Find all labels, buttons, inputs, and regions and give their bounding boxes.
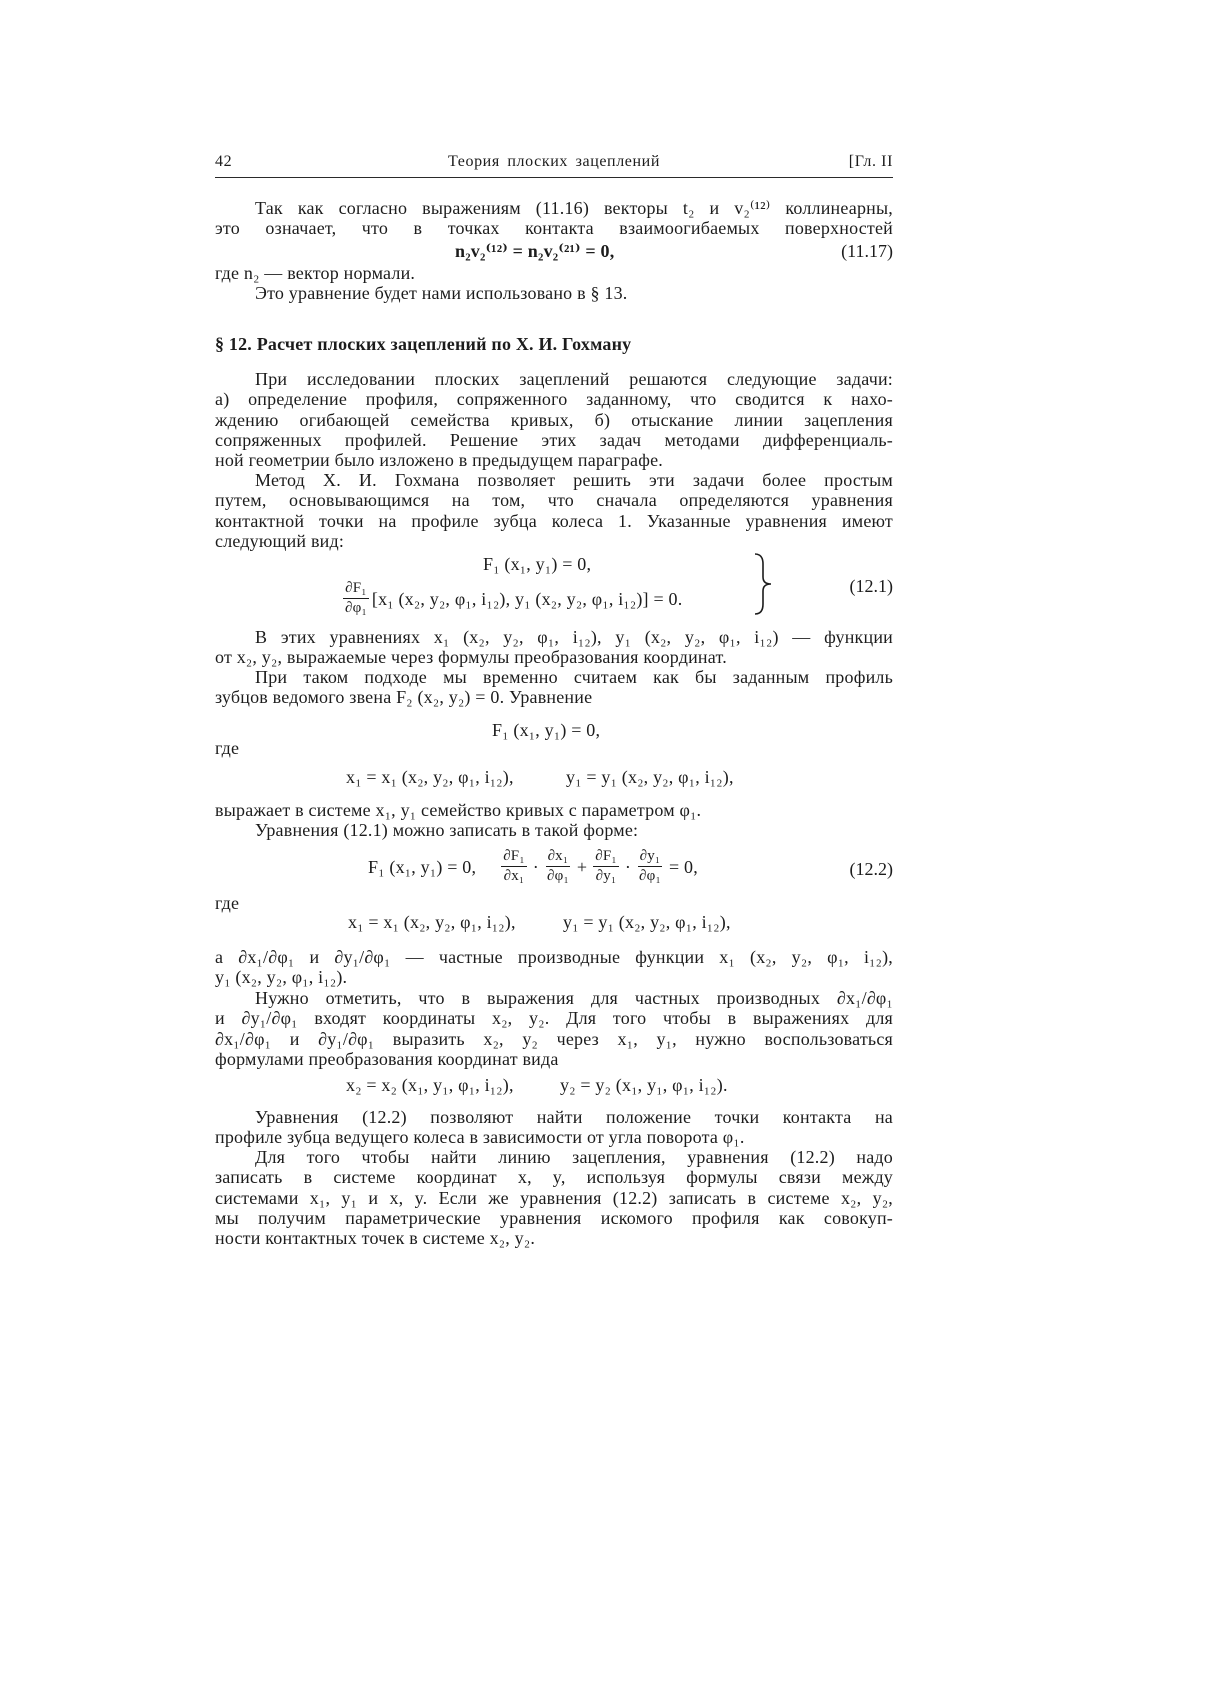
fraction-numerator: ∂F₁	[343, 580, 369, 599]
paragraph-line: где	[215, 738, 240, 758]
paragraph-line: где n₂ — вектор нормали.	[215, 263, 416, 283]
equation-12-2	[368, 848, 701, 885]
paragraph-line: Уравнения (12.2) позволяют найти положение точки контакта на	[255, 1107, 893, 1127]
paragraph-approach	[215, 667, 893, 708]
paragraph-contact	[215, 1107, 893, 1148]
fraction	[545, 848, 571, 885]
operator-dot: ·	[624, 856, 632, 877]
paragraph-line: и ∂y₁/∂φ₁ входят координаты x₂, y₂. Для того чтобы в выражениях для	[215, 1008, 893, 1029]
paragraph-line: контактной точки на профиле зубца колеса 1. Указанные уравнения имеют	[215, 510, 893, 531]
paragraph-tasks	[215, 369, 893, 470]
operator-plus: +	[576, 856, 588, 877]
paragraph-line: мы получим параметрические уравнения искомого профиля как совокуп-	[215, 1207, 893, 1228]
header-rule	[215, 177, 893, 178]
equation-x2-definition: x₂ = x₂ (x₁, y₁, φ₁, i₁₂),	[346, 1075, 514, 1095]
running-header	[215, 151, 893, 173]
paragraph-line: ждению огибающей семейства кривых, б) отыскание линии зацепления	[215, 409, 893, 430]
fraction	[501, 848, 527, 885]
equation-f1: F₁ (x₁, y₁) = 0,	[492, 720, 601, 740]
paragraph-line: Нужно отметить, что в выражения для частных производных ∂x₁/∂φ₁	[255, 988, 893, 1008]
fraction-denominator: ∂φ₁	[546, 868, 569, 884]
fraction-numerator: ∂F₁	[501, 848, 527, 867]
running-title: Теория плоских зацеплений	[448, 153, 660, 170]
paragraph-line: В этих уравнениях x₁ (x₂, y₂, φ₁, i₁₂), y₁ (x₂, y₂, φ₁, i₁₂) — функции	[255, 627, 893, 647]
paragraph-line: где	[215, 893, 240, 913]
equation-12-1-line2	[340, 580, 682, 617]
equation-x1-definition: x₁ = x₁ (x₂, y₂, φ₁, i₁₂),	[346, 767, 514, 787]
equation-y1-definition: y₁ = y₁ (x₂, y₂, φ₁, i₁₂),	[563, 912, 731, 932]
equation-12-1-line1: F₁ (x₁, y₁) = 0,	[483, 554, 592, 574]
equation-11-17: n₂v₂⁽¹²⁾ = n₂v₂⁽²¹⁾ = 0,	[455, 241, 615, 261]
paragraph-line: Для того чтобы найти линию зацепления, уравнения (12.2) надо	[255, 1147, 893, 1167]
where-label	[215, 738, 893, 758]
paragraph-line: При таком подходе мы временно считаем как бы заданным профиль	[255, 667, 893, 687]
paragraph-family	[215, 800, 893, 841]
paragraph-line: Так как согласно выражениям (11.16) векторы t₂ и v₂⁽¹²⁾ коллинеарны,	[255, 198, 893, 218]
page-number: 42	[215, 153, 233, 170]
paragraph-line: зубцов ведомого звена F₂ (x₂, y₂) = 0. Уравнение	[215, 687, 593, 708]
equation-y2-definition: y₂ = y₂ (x₁, y₁, φ₁, i₁₂).	[560, 1075, 728, 1095]
fraction-denominator: ∂φ₁	[345, 600, 367, 616]
equation-number-12-1: (12.1)	[849, 576, 893, 596]
where-label	[215, 893, 893, 913]
paragraph-line: ности контактных точек в системе x₂, y₂.	[215, 1228, 536, 1249]
section-heading: § 12. Расчет плоских зацеплений по Х. И. Гохману	[215, 334, 632, 354]
paragraph-line: При исследовании плоских зацеплений решаются следующие задачи:	[255, 369, 893, 389]
fraction-numerator: ∂x₁	[546, 848, 571, 867]
paragraph-line: следующий вид:	[215, 530, 345, 551]
equation-12-2-rhs: = 0,	[668, 856, 698, 877]
paragraph-functions	[215, 627, 893, 668]
paragraph-partials	[215, 947, 893, 988]
fraction-numerator: ∂F₁	[593, 848, 619, 867]
paragraph-line: профиле зубца ведущего колеса в зависимости от угла поворота φ₁.	[215, 1127, 745, 1148]
paragraph-line: Уравнения (12.1) можно записать в такой форме:	[255, 820, 639, 841]
fraction-denominator: ∂y₁	[595, 868, 617, 884]
paragraph-line: а) определение профиля, сопряженного заданному, что сводится к нахо-	[215, 389, 893, 410]
equation-number-11-17: (11.17)	[841, 241, 893, 261]
paragraph-normal	[215, 263, 893, 304]
paragraph-line: ной геометрии было изложено в предыдущем параграфе.	[215, 450, 663, 471]
paragraph-line: ∂x₁/∂φ₁ и ∂y₁/∂φ₁ выразить x₂, y₂ через x₁, y₁, нужно воспользоваться	[215, 1028, 893, 1049]
paragraph-line: системами x₁, y₁ и x, y. Если же уравнения (12.2) записать в системе x₂, y₂,	[215, 1187, 893, 1208]
fraction-denominator: ∂φ₁	[639, 868, 661, 884]
paragraph-line: путем, основывающимся на том, что сначала определяются уравнения	[215, 490, 893, 511]
paragraph-line: Это уравнение будет нами использовано в § 13.	[255, 283, 628, 304]
paragraph-method	[215, 470, 893, 551]
paragraph-line: это означает, что в точках контакта взаимоогибаемых поверхностей	[215, 218, 893, 239]
paragraph-line: сопряженных профилей. Решение этих задач методами дифференциаль-	[215, 429, 893, 450]
equation-y1-definition: y₁ = y₁ (x₂, y₂, φ₁, i₁₂),	[566, 767, 734, 787]
paragraph-line: формулами преобразования координат вида	[215, 1048, 559, 1069]
paragraph-intro	[215, 198, 893, 239]
paragraph-note	[215, 988, 893, 1069]
chapter-marker: [Гл. II	[848, 153, 893, 170]
paragraph-line: от x₂, y₂, выражаемые через формулы преобразования координат.	[215, 647, 727, 668]
paragraph-line: записать в системе координат x, y, используя формулы связи между	[215, 1167, 893, 1188]
operator-dot: ·	[532, 856, 539, 877]
equation-12-2-lhs: F₁ (x₁, y₁) = 0,	[368, 856, 477, 877]
paragraph-line: Метод Х. И. Гохмана позволяет решить эти задачи более простым	[255, 470, 893, 490]
paragraph-line: а ∂x₁/∂φ₁ и ∂y₁/∂φ₁ — частные производные функции x₁ (x₂, y₂, φ₁, i₁₂),	[215, 947, 893, 967]
fraction	[593, 848, 619, 885]
equation-number-12-2: (12.2)	[849, 859, 893, 879]
fraction	[343, 580, 369, 617]
equation-12-1-arguments: [x₁ (x₂, y₂, φ₁, i₁₂), y₁ (x₂, y₂, φ₁, i₁₂)] = 0.	[371, 588, 683, 609]
fraction-numerator: ∂y₁	[638, 848, 663, 867]
fraction-denominator: ∂x₁	[503, 868, 525, 884]
fraction	[637, 848, 663, 885]
paragraph-line: выражает в системе x₁, y₁ семейство кривых с параметром φ₁.	[215, 800, 702, 820]
equation-x1-definition: x₁ = x₁ (x₂, y₂, φ₁, i₁₂),	[348, 912, 516, 932]
paragraph-line: y₁ (x₂, y₂, φ₁, i₁₂).	[215, 967, 348, 988]
paragraph-mesh-line	[215, 1147, 893, 1248]
